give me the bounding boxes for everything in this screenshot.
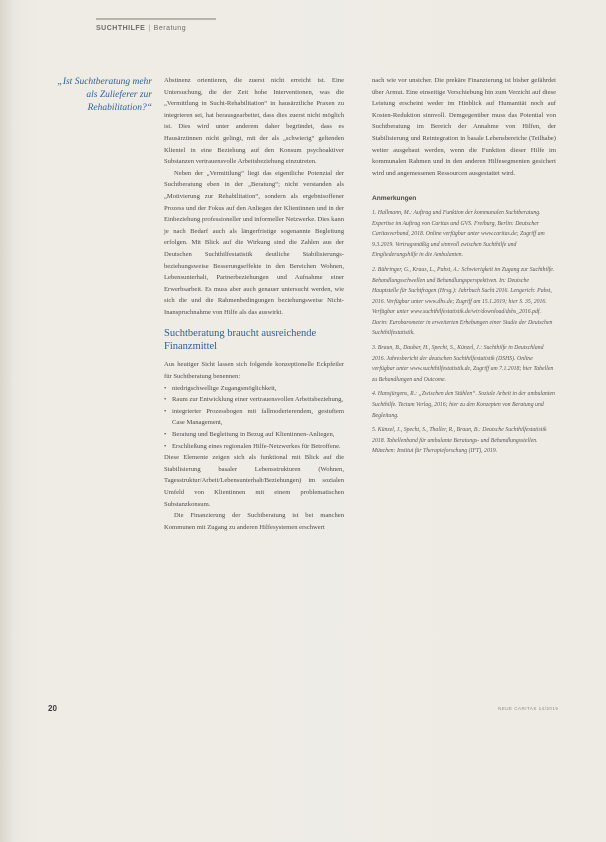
references-list — [372, 208, 556, 457]
header-section: SUCHTHILFE — [96, 25, 146, 32]
paragraph: nach wie vor unsicher. Die prekäre Finanzierung ist bisher gefährdet über Armut. Eine einseitige Verschiebung hin zum Verzicht auf diese Leistung erscheint weder im Hinblick auf Humanität noch auf Kosten-Reduktion sinnvoll. Demgegenüber muss das Potential von Suchtberatung im Bereich der Annahme von Hilfen, der Stabilisierung und Reintegration in basale Lebensbereiche (Teilhabe) weiter ausgebaut werden, wenn die Funktion dieser Hilfe im kommunalen Rahmen und in den anderen Hilfesegmenten gesichert wird und angemessenen Ressourcen ausgestattet wird. — [372, 77, 556, 177]
article-column-left — [164, 75, 344, 533]
bullet-item: • Raum zur Entwicklung einer vertrauensvollen Arbeitsbeziehung, — [164, 394, 344, 406]
paragraph: Aus heutiger Sicht lassen sich folgende konzeptionelle Eckpfeiler für Suchtberatung benennen: — [164, 361, 344, 381]
references-heading: Anmerkungen — [372, 195, 417, 203]
paragraph: Diese Elemente zeigen sich als funktional mit Blick auf die Stabilisierung basaler Lebensstrukturen (Wohnen, Tagesstruktur/Arbeit/Lebensunterhalt/Beziehungen) im sozialen Umfeld von Klientinnen mit einem problematischen Substanzkonsum. — [164, 454, 344, 508]
bullet-item: • Beratung und Begleitung in Bezug auf Klientinnen-Anliegen, — [164, 429, 344, 441]
bullet-list — [164, 383, 344, 453]
bullet-item: • integrierter Prozessbogen mit fallmoderierendem, gestuftem Case Management, — [164, 406, 344, 429]
article-column-right — [372, 75, 556, 461]
pull-quote: „Ist Suchtberatung mehr als Zulieferer zur Rehabilitation?“ — [57, 77, 152, 113]
header-rule — [96, 18, 216, 20]
paragraph: Die Finanzierung der Suchtberatung ist bei manchen Kommunen mit Zugang zu anderen Hilfesystemen erschwert — [164, 512, 344, 531]
reference-item: 5. Künzel, J., Specht, S., Thaller, R., Braun, B.: Deutsche Suchthilfestatistik 2018. Tabellenband für ambulante Beratungs- und Behandlungsstellen. München: Institut für Therapieforschung (IFT), 2019. — [372, 427, 547, 455]
page-header — [96, 25, 186, 32]
bullet-item: • niedrigschwellige Zugangsmöglichkeit, — [164, 383, 344, 395]
page-number: 20 — [48, 704, 57, 713]
section-subheading: Suchtberatung braucht ausreichende Finanzmittel — [164, 328, 317, 352]
paragraph: Abstinenz orientieren, die zuerst nicht erreicht ist. Eine Untersuchung, die der Zeit hohe Interventionen, was die „Vermittlung in Sucht-Rehabilitation“ in hausärztliche Praxen zu integrieren sei, hat herausgearbeitet, dass dies zuerst nicht möglich ist. Dies wird unter anderem daher begründet, dass es Hausärztinnen nicht gelingt, mit der als „schwierig“ geltenden Klientel in eine Beziehung auf den Konsum psychoaktiver Substanzen vertrauensvolle Arbeitsbeziehung einzutreten. — [164, 77, 344, 166]
reference-item: 1. Hallmann, M.: Auftrag und Funktion der kommunalen Suchtberatung. Expertise im Auftrag von Caritas und GVS. Freiburg, Berlin: Deutscher Caritasverband, 2018. Online verfügbar unter www.caritas.de; Zugriff am 9.3.2019. Vertragsmäßig und sinnvoll zwischen Suchthilfe und Eingliederungshilfe in die Ambulanten. — [372, 209, 545, 259]
journal-name: NEUE CARITAS 14/2019 — [498, 706, 559, 711]
reference-item: 2. Bühringer, G., Kraus, L., Pabst, A.: Schwierigkeit im Zugang zur Suchthilfe. Behandlungsschwellen und Behandlungsperspektiven. In: Deutsche Hauptstelle für Suchtfragen (Hrsg.): Jahrbuch Sucht 2016. Lengerich: Pabst, 2016. Verfügbar unter www.dhs.de; Zugriff am 15.1.2019; hier S. 35, 2016. Verfügbar unter www.suchthilfestatistik.de/wir/download/dshs_2016.pdf. Darin: Eurobarometer in erweiterten Erhebungen einer Studie der Deutschen Suchthilfestatistik. — [372, 266, 555, 337]
reference-item: 4. Hansjürgens, R.: „Zwischen den Stühlen“. Soziale Arbeit in der ambulanten Suchthilfe. Tectum Verlag, 2016; hier zu den Konzepten von Beratung und Begleitung. — [372, 391, 555, 419]
bullet-item: • Erschließung eines regionalen Hilfe-Netzwerkes für Betroffene. — [164, 441, 344, 453]
header-subsection: Beratung — [153, 25, 187, 32]
reference-item: 3. Braun, B., Dauber, H., Specht, S., Künzel, J.: Suchthilfe in Deutschland 2016. Jahresbericht der deutschen Suchthilfestatistik (DSHS). Online verfügbar unter www.suchthilfestatistik.de, Zugriff am 7.1.2018; hier Tabellen zu Behandlungen und Outcome. — [372, 345, 554, 383]
header-separator: | — [148, 25, 151, 32]
paragraph: Neben der „Vermittlung“ liegt das eigentliche Potenzial der Suchtberatung eben in der „Beratung“; nicht verstanden als „Motivierung zur Rehabilitation“, sondern als ergebnisoffener Prozess und der Fokus auf den Anliegen der Klientinnen und in der Einbeziehung professioneller und informeller Netzwerke. Dies kann je nach Bedarf auch als längerfristige sogenannte Begleitung erfolgen. Mit Blick auf die Wirkung sind die Zahlen aus der Deutschen Suchthilfestatistik deutliche Stabilisierungs- beziehungsweise Besserungseffekte in den Bereichen Wohnen, Lebensunterhalt, Partnerbeziehungen und Aufnahme einer Erwerbsarbeit. Es muss aber auch genauer untersucht werden, wie sich die und die Rahmenbedingungen beziehungsweise Nicht-Inanspruchnahme von Hilfe als das auswirkt. — [164, 169, 344, 316]
